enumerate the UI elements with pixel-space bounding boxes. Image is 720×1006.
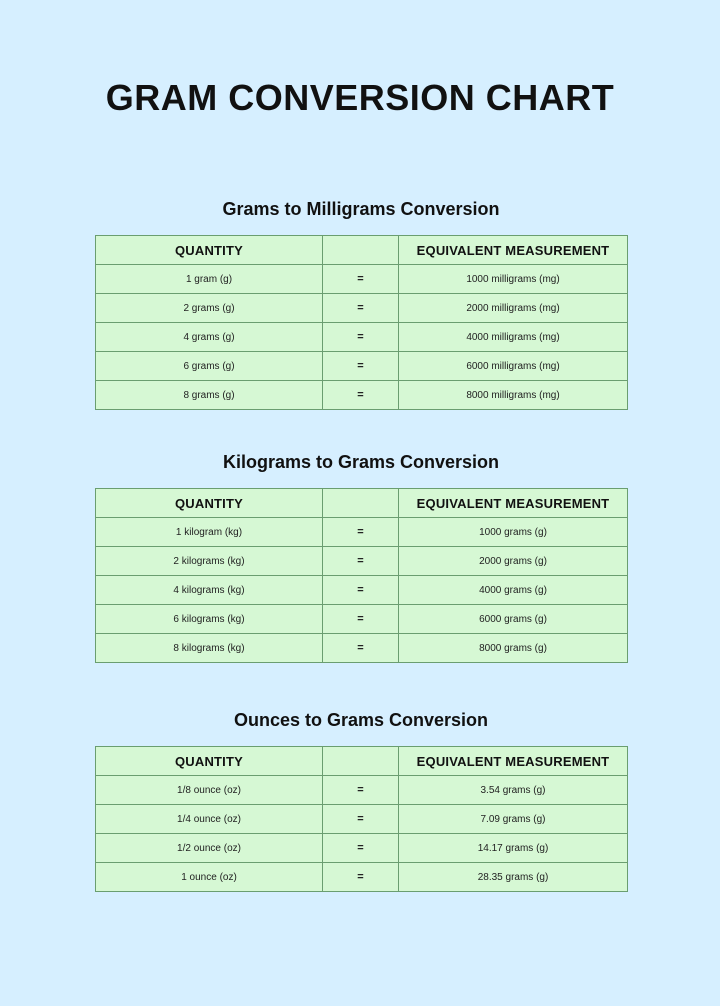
header-equivalent: EQUIVALENT MEASUREMENT (399, 489, 628, 518)
quantity-cell: 1 kilogram (kg) (96, 518, 323, 547)
quantity-cell: 2 grams (g) (96, 294, 323, 323)
section-ounces-to-grams (95, 707, 627, 892)
equals-cell: = (323, 381, 399, 410)
table-row (96, 634, 628, 663)
table-header-row (96, 747, 628, 776)
table-row (96, 805, 628, 834)
equivalent-cell: 4000 grams (g) (399, 576, 628, 605)
equivalent-cell: 8000 grams (g) (399, 634, 628, 663)
table-row (96, 518, 628, 547)
equivalent-cell: 1000 grams (g) (399, 518, 628, 547)
table-header-row (96, 236, 628, 265)
conversion-table (95, 746, 628, 892)
conversion-table (95, 235, 628, 410)
equivalent-cell: 14.17 grams (g) (399, 834, 628, 863)
conversion-table (95, 488, 628, 663)
quantity-cell: 1/4 ounce (oz) (96, 805, 323, 834)
header-equivalent: EQUIVALENT MEASUREMENT (399, 747, 628, 776)
quantity-cell: 2 kilograms (kg) (96, 547, 323, 576)
quantity-cell: 1/8 ounce (oz) (96, 776, 323, 805)
section-title: Grams to Milligrams Conversion (222, 199, 500, 219)
equals-cell: = (323, 518, 399, 547)
quantity-cell: 8 grams (g) (96, 381, 323, 410)
quantity-cell: 8 kilograms (kg) (96, 634, 323, 663)
equivalent-cell: 4000 milligrams (mg) (399, 323, 628, 352)
equals-cell: = (323, 834, 399, 863)
table-row (96, 576, 628, 605)
section-title: Kilograms to Grams Conversion (222, 452, 500, 472)
table-header-row (96, 489, 628, 518)
equals-cell: = (323, 576, 399, 605)
table-row (96, 776, 628, 805)
table-row (96, 265, 628, 294)
equals-cell: = (323, 863, 399, 892)
header-quantity: QUANTITY (96, 489, 323, 518)
equivalent-cell: 2000 milligrams (mg) (399, 294, 628, 323)
table-row (96, 323, 628, 352)
section-kilograms-to-grams (95, 449, 627, 663)
table-row (96, 352, 628, 381)
equals-cell: = (323, 265, 399, 294)
quantity-cell: 6 grams (g) (96, 352, 323, 381)
equals-cell: = (323, 605, 399, 634)
quantity-cell: 1/2 ounce (oz) (96, 834, 323, 863)
equivalent-cell: 2000 grams (g) (399, 547, 628, 576)
equivalent-cell: 8000 milligrams (mg) (399, 381, 628, 410)
section-grams-to-milligrams (95, 196, 627, 410)
equivalent-cell: 28.35 grams (g) (399, 863, 628, 892)
equals-cell: = (323, 294, 399, 323)
header-sign (323, 236, 399, 265)
quantity-cell: 6 kilograms (kg) (96, 605, 323, 634)
header-quantity: QUANTITY (96, 747, 323, 776)
quantity-cell: 4 kilograms (kg) (96, 576, 323, 605)
equals-cell: = (323, 776, 399, 805)
header-sign (323, 747, 399, 776)
quantity-cell: 1 gram (g) (96, 265, 323, 294)
quantity-cell: 1 ounce (oz) (96, 863, 323, 892)
equivalent-cell: 7.09 grams (g) (399, 805, 628, 834)
equals-cell: = (323, 352, 399, 381)
equivalent-cell: 3.54 grams (g) (399, 776, 628, 805)
equals-cell: = (323, 805, 399, 834)
section-title: Ounces to Grams Conversion (233, 710, 489, 730)
table-row (96, 605, 628, 634)
table-row (96, 381, 628, 410)
equals-cell: = (323, 547, 399, 576)
header-quantity: QUANTITY (96, 236, 323, 265)
table-row (96, 863, 628, 892)
page-title: GRAM CONVERSION CHART (105, 77, 615, 118)
equivalent-cell: 1000 milligrams (mg) (399, 265, 628, 294)
table-row (96, 834, 628, 863)
quantity-cell: 4 grams (g) (96, 323, 323, 352)
equivalent-cell: 6000 milligrams (mg) (399, 352, 628, 381)
table-row (96, 547, 628, 576)
header-sign (323, 489, 399, 518)
header-equivalent: EQUIVALENT MEASUREMENT (399, 236, 628, 265)
equals-cell: = (323, 634, 399, 663)
equals-cell: = (323, 323, 399, 352)
table-row (96, 294, 628, 323)
equivalent-cell: 6000 grams (g) (399, 605, 628, 634)
